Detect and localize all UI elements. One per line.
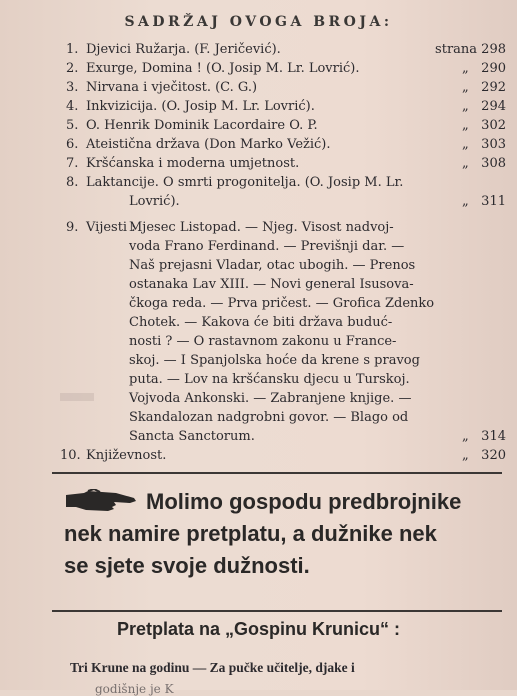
news-line: skoj. — I Spanjolska hoće da krene s pravog bbox=[129, 353, 420, 368]
news-line: Vojvoda Ankonski. — Zabranjene knjige. — bbox=[129, 391, 412, 406]
toc-title: Kršćanska i moderna umjetnost. bbox=[86, 156, 300, 171]
toc-number: 2. bbox=[66, 61, 79, 76]
toc-number: 4. bbox=[66, 99, 79, 114]
notice-line: nek namire pretplatu, a dužnike nek bbox=[64, 521, 437, 546]
news-line: nosti ? — O rastavnom zakonu u France- bbox=[129, 334, 397, 349]
toc-page: „ 311 bbox=[462, 194, 506, 209]
toc-title: O. Henrik Dominik Lacordaire O. P. bbox=[86, 118, 318, 133]
subscription-text: Tri Krune na godinu — Za pučke učitelje, djake i bbox=[70, 660, 355, 675]
toc-number: 8. bbox=[66, 175, 79, 190]
ditto-mark: „ bbox=[462, 156, 469, 171]
subscription-text-cut: godišnje je K bbox=[95, 682, 174, 696]
divider bbox=[52, 472, 502, 474]
news-line: Naš prejasni Vladar, otac ubogih. — Prenos bbox=[129, 258, 416, 273]
news-line: čkoga reda. — Prva pričest. — Grofica Zdenko bbox=[129, 296, 435, 311]
ditto-mark: „ bbox=[462, 194, 469, 209]
toc-number: 7. bbox=[66, 156, 79, 171]
toc-number: 5. bbox=[66, 118, 79, 133]
toc-title-continuation: Lovrić). bbox=[129, 194, 180, 209]
ditto-mark: „ bbox=[462, 448, 469, 463]
ditto-mark: „ bbox=[462, 429, 469, 444]
news-label: Vijesti : bbox=[86, 220, 136, 235]
toc-page: „ 290 bbox=[462, 61, 506, 76]
toc-title: Književnost. bbox=[86, 448, 167, 463]
toc-title: Nirvana i vječitost. (C. G.) bbox=[86, 80, 258, 95]
toc-page: „ 320 bbox=[462, 448, 506, 463]
ditto-mark: „ bbox=[462, 137, 469, 152]
news-line: Sancta Sanctorum. bbox=[129, 429, 255, 444]
toc-page: strana 298 bbox=[435, 42, 506, 57]
toc-page: „ 302 bbox=[462, 118, 506, 133]
smudge-mark bbox=[60, 390, 94, 404]
subscription-title: Pretplata na „Gospinu Krunicu“ : bbox=[116, 619, 401, 639]
news-line: ostanaka Lav XIII. — Novi general Isusova- bbox=[129, 277, 414, 292]
news-line: Chotek. — Kakova će biti država buduć- bbox=[129, 315, 393, 330]
toc-number: 1. bbox=[66, 42, 79, 57]
page-title: SADRŽAJ OVOGA BROJA: bbox=[124, 14, 393, 30]
toc-number: 10. bbox=[60, 448, 81, 463]
toc-page: „ 294 bbox=[462, 99, 506, 114]
toc-page: „ 308 bbox=[462, 156, 506, 171]
news-line: Skandalozan nadgrobni govor. — Blago od bbox=[129, 410, 409, 425]
ditto-mark: „ bbox=[462, 80, 469, 95]
news-line: voda Frano Ferdinand. — Previšnji dar. — bbox=[129, 239, 405, 254]
toc-title: Exurge, Domina ! (O. Josip M. Lr. Lovrić). bbox=[86, 61, 360, 76]
toc-page: „ 303 bbox=[462, 137, 506, 152]
toc-number: 9. bbox=[66, 220, 79, 235]
news-line: puta. — Lov na kršćansku djecu u Turskoj. bbox=[129, 372, 410, 387]
ditto-mark: „ bbox=[462, 99, 469, 114]
toc-title: Ateistična država (Don Marko Vežić). bbox=[86, 137, 331, 152]
toc-title: Inkvizicija. (O. Josip M. Lr. Lovrić). bbox=[86, 99, 315, 114]
ditto-mark: „ bbox=[462, 61, 469, 76]
notice-line: se sjete svoje dužnosti. bbox=[64, 553, 310, 578]
toc-number: 3. bbox=[66, 80, 79, 95]
divider bbox=[52, 610, 502, 612]
toc-title: Djevici Ružarja. (F. Jeričević). bbox=[86, 42, 281, 57]
toc-page: „ 292 bbox=[462, 80, 506, 95]
ditto-mark: „ bbox=[462, 118, 469, 133]
toc-number: 6. bbox=[66, 137, 79, 152]
page-word: strana bbox=[435, 42, 478, 57]
toc-title: Laktancije. O smrti progonitelja. (O. Josip M. Lr. bbox=[86, 175, 404, 190]
notice-line: Molimo gospodu predbrojnike bbox=[146, 489, 462, 514]
news-line: Mjesec Listopad. — Njeg. Visost nadvoj- bbox=[129, 220, 394, 235]
pointing-hand-icon bbox=[64, 489, 138, 513]
toc-page: „ 314 bbox=[462, 429, 506, 444]
